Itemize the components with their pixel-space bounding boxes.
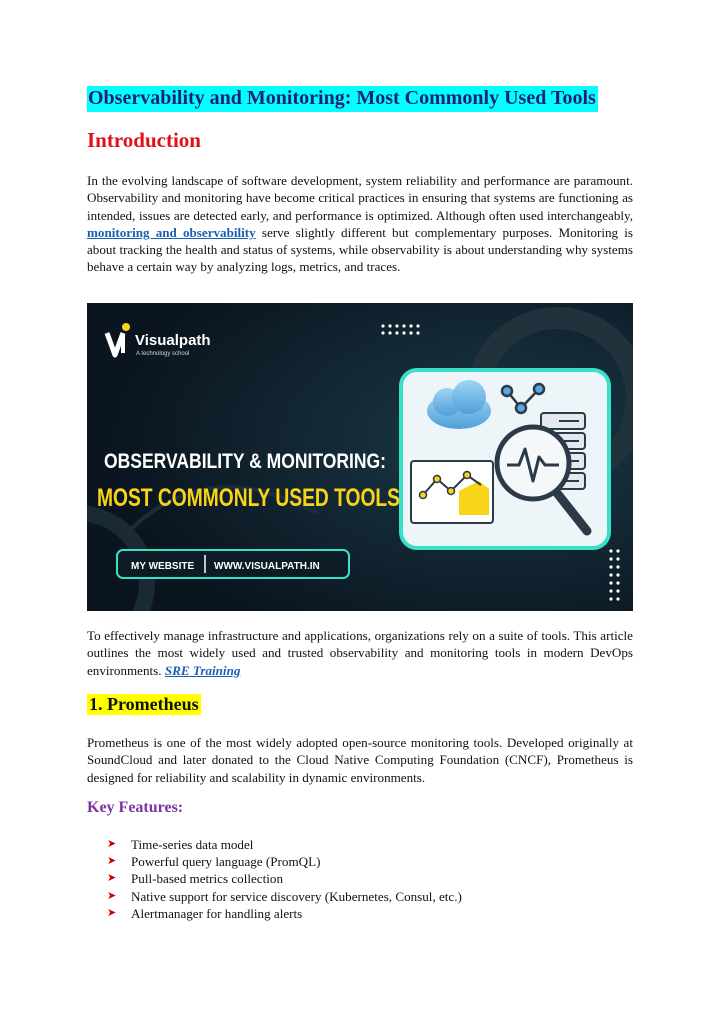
prometheus-heading: 1. Prometheus (89, 694, 199, 714)
banner-brand: Visualpath (135, 332, 211, 349)
monitoring-observability-link[interactable]: monitoring and observability (87, 224, 256, 240)
banner-headline-2: MOST COMMONLY USED TOOLS (97, 484, 400, 512)
sre-training-link[interactable]: SRE Training (164, 662, 241, 678)
intro-text-before: In the evolving landscape of software development, system reliability and performance are paramount. Observability and monitoring have become critical practices in ensuring that systems are functioning as intended, issues are detected early, and performance is optimized. Although often used interchangeably, (87, 173, 633, 223)
banner-image (87, 303, 633, 611)
chart-panel-icon (411, 461, 493, 523)
banner-tagline: A technology school (136, 351, 190, 357)
arrow-bullet-icon: ➤ (107, 855, 117, 868)
list-item (107, 888, 462, 905)
feature-text: Powerful query language (PromQL) (131, 854, 321, 870)
list-item (107, 836, 462, 853)
features-list (107, 836, 462, 922)
tools-paragraph (87, 627, 633, 679)
key-features-heading: Key Features: (87, 799, 184, 816)
list-item (107, 870, 462, 887)
prometheus-paragraph: Prometheus is one of the most widely adopted open-source monitoring tools. Developed originally at SoundCloud and later donated to the Cloud Native Computing Foundation (CNCF), Prometheus is designed for reliability and scalability in dynamic environments. (87, 735, 633, 785)
feature-text: Pull-based metrics collection (131, 871, 283, 887)
tools-text: To effectively manage infrastructure and applications, organizations rely on a suite of tools. This article outlines the most widely used and trusted observability and monitoring tools in modern DevOps environments. (87, 628, 633, 678)
introduction-paragraph (87, 172, 633, 276)
arrow-bullet-icon: ➤ (107, 906, 117, 919)
arrow-bullet-icon: ➤ (107, 872, 117, 885)
feature-text: Alertmanager for handling alerts (131, 905, 303, 921)
feature-text: Time-series data model (131, 837, 254, 852)
arrow-bullet-icon: ➤ (107, 889, 117, 902)
introduction-heading: Introduction (87, 128, 201, 152)
list-item (107, 905, 462, 922)
banner-headline-1: OBSERVABILITY & MONITORING: (104, 450, 386, 473)
page-title: Observability and Monitoring: Most Commonly Used Tools (87, 86, 598, 112)
list-item (107, 853, 462, 870)
arrow-bullet-icon: ➤ (107, 838, 117, 850)
website-label: MY WEBSITE (131, 561, 195, 572)
intro-text-after: serve slightly different but complementary purposes. Monitoring is about tracking the health and status of systems, while observability is about understanding why systems behave a certain way by analyzing logs, metrics, and traces. (87, 224, 633, 275)
feature-text: Native support for service discovery (Kubernetes, Consul, etc.) (131, 888, 462, 904)
website-url: WWW.VISUALPATH.IN (214, 561, 320, 572)
